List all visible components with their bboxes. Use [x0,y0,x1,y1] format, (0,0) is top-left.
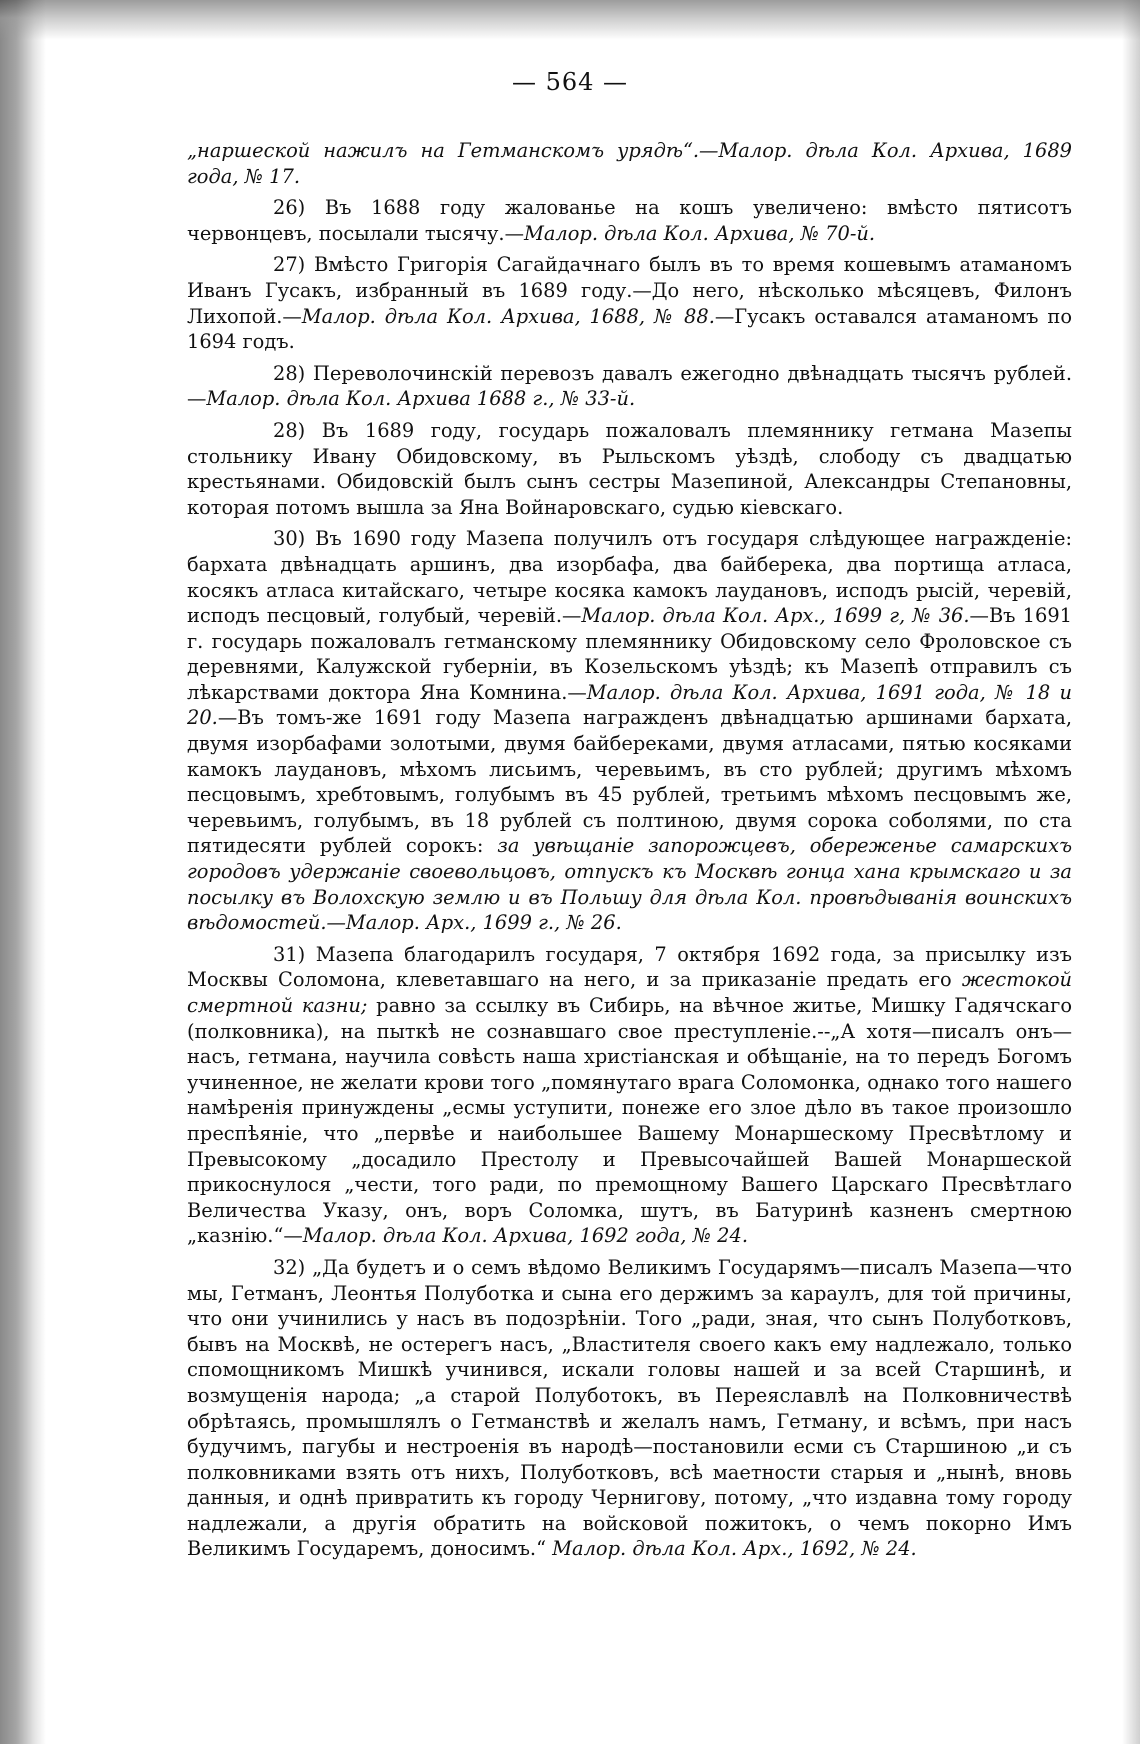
footnote-30 [187,526,1072,936]
body-text: 26) Въ 1688 году жалованье на кошъ увеличено: вмѣсто пятисотъ червонцевъ, посылали тысячу.— [187,196,1072,245]
citation-text: Малор. дѣла Кол. Архива, 1691 года, № 18 и 20. [187,680,1072,730]
page-body [187,138,1072,1568]
footnote-26 [187,195,1072,246]
footnote-31 [187,942,1072,1249]
footnote-28b [187,418,1072,520]
body-text: —Въ 1691 г. государь пожаловалъ гетманскому племяннику Обидовскому село Фроловское съ деревнями, Калужской губерніи, въ Козельскомъ уѣздѣ; къ Мазепѣ отправилъ съ лѣкарствами доктора Яна Комнина.— [187,604,1072,704]
body-text: 31) Мазепа благодарилъ государя, 7 октября 1692 года, за присылку изъ Москвы Соломона, клеветавшаго на него, и за приказаніе предать его [187,942,1072,992]
scan-shadow-top [0,0,1140,40]
scan-shadow-left [0,0,46,1744]
footnote-continuation [187,138,1072,189]
body-text: —Гусакъ оставался атаманомъ по 1694 годъ. [187,304,1072,354]
body-text: —Въ томъ-же 1691 году Мазепа награжденъ двѣнадцатью аршинами бархата, двумя изорбафами золотыми, двумя байбереками, двумя атласами, пятью косяками камокъ лаудановъ, мѣхомъ лисьимъ, черевьимъ, въ сто рублей; другимъ мѣхомъ песцовымъ, хребтовымъ, голубымъ въ 45 рублей, третьимъ мѣхомъ песцовымъ же, черевьимъ, голубымъ, въ 18 рублей съ полтиною, двумя сорока соболями, по ста пятидесяти рублей сорокъ: [187,706,1072,858]
citation-text: Малор. дѣла Кол. Архива 1688 г., № 33-й. [206,387,636,411]
citation-text: „наршеской нажилъ на Гетманскомъ урядѣ“.—Малор. дѣла Кол. Архива, 1689 года, № 17. [187,139,1072,188]
body-text: 27) Вмѣсто Григорія Сагайдачнаго былъ въ то время кошевымъ атаманомъ Иванъ Гусакъ, избранный въ 1689 году.—До него, нѣсколько мѣсяцевъ, Филонъ Лихопой.— [187,253,1072,328]
citation-text: Малор. дѣла Кол. Архива, 1688, № 88. [301,304,715,328]
scan-shadow-right [1122,0,1140,1744]
body-text: 30) Въ 1690 году Мазепа получилъ отъ государя слѣдующее награжденіе: бархата двѣнадцать аршинъ, два изорбафа, два байберека, два портища атласа, косякъ атласа китайскаго, четыре косяка камокъ лаудановъ, исподъ рысій, черевій, исподъ песцовый, голубый, черевій.— [187,527,1072,628]
footnote-32 [187,1255,1072,1562]
page-number: — 564 — [511,68,629,96]
body-text: 32) „Да будетъ и о семъ вѣдомо Великимъ Государямъ—писалъ Мазепа—что мы, Гетманъ, Леонтья Полуботка и сына его держимъ за караулъ, для той причины, что они учинились у насъ въ подозрѣніи. Того „ради, зная, что сынъ Полуботковъ, бывъ на Москвѣ, не остерегъ насъ, „Властителя своего какъ ему надлежало, только спомощникомъ Мишкѣ учинився, искали головы нашей и за всей Старшинѣ, и возмущенія народа; „а старой Полуботокъ, въ Переяславлѣ на Полковничествѣ обрѣтаясь, промышлялъ о Гетманствѣ и желалъ намъ, Гетману, и всѣмъ, при насъ будучимъ, пагубы и нестроенія въ народѣ—постановили есми съ Старшиною „и съ полковниками взять отъ нихъ, Полуботковъ, всѣ маетности старыя и „нынѣ, вновь данныя, и однѣ привратить къ городу Чернигову, потому, „что издавна тому городу надлежали, а другія обратить на войсковой пожитокъ, о чемъ покорно Имъ Великимъ Государемъ, доносимъ.“ [187,1255,1072,1561]
footnote-28a [187,361,1072,412]
citation-text: жестокой смертной казни; [187,968,1072,1017]
body-text: 28) Въ 1689 году, государь пожаловалъ племяннику гетмана Мазепы стольнику Ивану Обидовскому, въ Рыльскомъ уѣздѣ, слободу съ двадцатью крестьянами. Обидовскій былъ сынъ сестры Мазепиной, Александры Степановны, которая потомъ вышла за Яна Войнаровскаго, судью кіевскаго. [187,418,1072,519]
body-text: 28) Переволочинскій перевозъ давалъ ежегодно двѣнадцать тысячъ рублей.— [187,361,1072,411]
body-text: равно за ссылку въ Сибирь, на вѣчное житье, Мишку Гадячскаго (полковника), на пыткѣ не сознавшаго свое преступленіе.--„А хотя—писалъ онъ—насъ, гетмана, научила совѣсть наша христіанская и обѣщаніе, на то передъ Богомъ учиненное, не желати крови того „помянутаго врага Соломонка, однако того нашего намѣренія принуждены „есмы уступити, понеже его злое дѣло въ такое произошло преспѣяніе, что „первѣе и наибольшее Вашему Монаршескому Пресвѣтлому и Превысокому „досадило Престолу и Превысочайшей Вашей Монаршеской прикоснулося „чести, того ради, по премощному Вашего Царскаго Пресвѣтлаго Величества Указу, онъ, воръ Соломка, шутъ, въ Батуринѣ казненъ смертною „казнію.“— [187,994,1072,1248]
citation-text: Малор. дѣла Кол. Архива, № 70-й. [523,221,876,245]
citation-text: за увѣщаніе запорожцевъ, обереженье самарскихъ городовъ удержаніе своевольцовъ, отпускъ къ Москвѣ гонца хана крымскаго и за посылку въ Волохскую землю и въ Польшу для дѣла Кол. провѣдыванія воинскихъ вѣдомостей.—Малор. Арх., 1699 г., № 26. [187,834,1072,935]
footnote-27 [187,252,1072,354]
citation-text: Малор. дѣла Кол. Арх., 1692, № 24. [552,1537,917,1561]
citation-text: Малор. дѣла Кол. Архива, 1692 года, № 24. [302,1224,748,1248]
citation-text: Малор. дѣла Кол. Арх., 1699 г, № 36. [581,604,970,628]
